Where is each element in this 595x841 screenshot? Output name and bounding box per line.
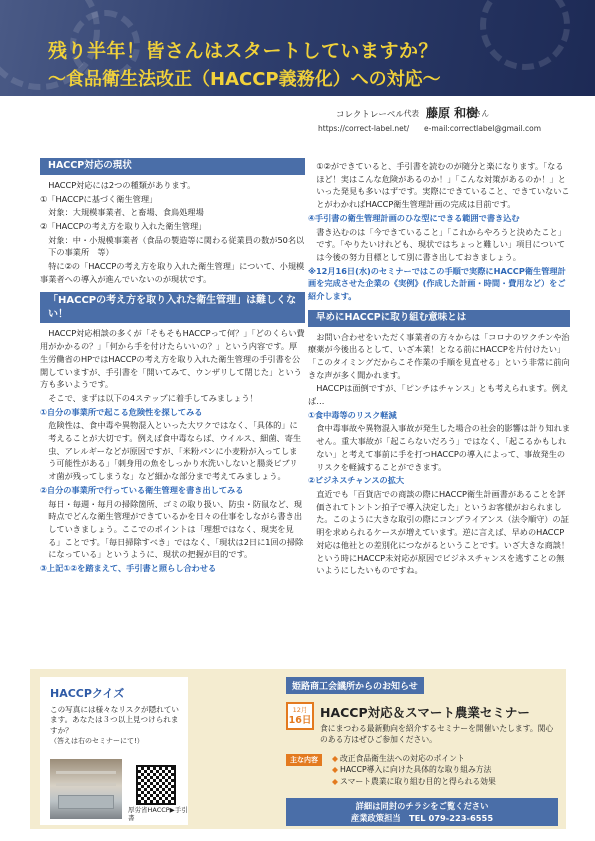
seminar-title: HACCP対応＆スマート農業セミナー — [320, 705, 530, 720]
contact-phone[interactable]: 産業政策担当 TEL 079-223-6555 — [350, 813, 494, 823]
date-month: 12月 — [292, 706, 308, 714]
quiz-title: HACCPクイズ — [50, 687, 125, 700]
seminar-description: 食にまつわる最新動向を紹介するセミナーを開催いたします。関心のある方はぜひご参加ください。 — [320, 724, 554, 744]
paragraph: ①②ができていると、手引書を読むのが随分と楽になります。「なるほど！実はこんな危険があるのか！」「こんな対策があるのか！」といった発見も多いはずです。実際にできていること、できていないことがわかればHACCP衛生管理計画の完成は目前です。 — [316, 161, 570, 210]
section-heading-status: HACCP対応の現状 — [40, 158, 305, 175]
paragraph: HACCPは面倒ですが、「ピンチはチャンス」とも考えられます。例えば… — [308, 383, 569, 407]
step-heading: ④手引書の衛生管理計画のひな型にできる範囲で書き込む — [308, 212, 520, 223]
paragraph: ①「HACCPに基づく衛生管理」 — [40, 193, 158, 204]
paragraph: 書き込むのは「今できていること」「これからやろうと決めたこと」です。「やりたいけれども、現状ではちょっと難しい」項目については今後の努力目標として別に書き出しておきましょう。 — [316, 226, 566, 262]
paragraph: 対象：中・小規模事業者（食品の製造等に関わる従業員の数が50名以下の事業所 等） — [48, 234, 305, 258]
step-heading: ③上記①②を踏まえて、手引書と照らし合わせる — [40, 563, 217, 574]
right-column — [308, 160, 570, 578]
step-heading: ②自分の事業所で行っている衛生管理を書き出してみる — [40, 484, 244, 495]
seminar-notice — [286, 674, 562, 823]
section-heading-early-adoption: 早めにHACCPに取り組む意味とは — [308, 310, 570, 327]
step-heading: ①食中毒等のリスク軽減 — [308, 409, 397, 420]
quiz-box — [40, 677, 188, 825]
content-tag: 主な内容 — [286, 754, 322, 766]
step-heading: ①自分の事業所で起こる危険性を探してみる — [40, 406, 203, 417]
bottom-panel — [30, 669, 566, 829]
quiz-text — [50, 705, 180, 746]
paragraph: 直近でも「百貨店での商談の際にHACCP衛生計画書があることを評価されてトントン拍子で導入決定した」というお客様がおられました。このように大きな取引の際にコンプライアンス（法令順守）の証明を求められるケースが増えています。逆に言えば、早めのHACCP対応は他社との差別化につながるということです。いざ大きな商談！という時にHACCP未対応が原因でビジネスチャンスを逃すことの無いようにしたいものですね。 — [316, 488, 570, 576]
author-org: コレクトレーベル — [336, 110, 404, 120]
author-honorific: さん — [474, 109, 489, 118]
author-byline — [0, 98, 595, 140]
date-day: 16日 — [288, 715, 312, 726]
notice-header: 姫路商工会議所からのお知らせ — [286, 677, 424, 694]
paragraph: 対象：大規模事業者、と畜場、食鳥処理場 — [48, 207, 204, 218]
author-url-link[interactable]: https://correct-label.net/ — [318, 124, 410, 133]
author-name: 藤原 和樹 — [426, 106, 479, 120]
qr-label: 厚労省HACCP▶手引書 — [128, 806, 188, 822]
list-item: ◆ スマート農業に取り組む目的と得られる効果 — [332, 776, 562, 787]
paragraph: 食中毒事故や異物混入事故が発生した場合の社会的影響は計り知れません。重大事故が「起こらないだろう」ではなく、「起こるかもしれない」と考えて事前に手を打つHACCPの導入によって、事故発生のリスクを軽減することができます。 — [316, 423, 571, 472]
quiz-answer-note: （答えは右のセミナーにて!） — [50, 736, 144, 745]
paragraph: お問い合わせをいただく事業者の方々からは「コロナのワクチンや治療薬が今後出るとして、いざ本業！となる前にHACCPを片付けたい」「このタイミングだからこそ作業の手順を見直せる」という非常に前向きな声が多く聞かれます。 — [308, 331, 570, 380]
seminar-note: ※12月16日(水)のセミナーではこの手順で実際にHACCP衛生管理計画を完成させた企業の《実例》(作成した計画・時間・費用など）をご紹介します。 — [308, 265, 566, 302]
content-list — [332, 753, 562, 787]
date-badge — [286, 702, 314, 730]
contact-info-bar — [286, 798, 558, 826]
list-item: ◆ 改正食品衛生法への対応のポイント — [332, 753, 562, 764]
left-column — [40, 158, 305, 576]
paragraph: ②「HACCPの考え方を取り入れた衛生管理」 — [40, 220, 207, 231]
page-subtitle: 〜食品衛生法改正（HACCP義務化）への対応〜 — [48, 69, 441, 90]
step-heading: ②ビジネスチャンスの拡大 — [308, 475, 405, 486]
paragraph: HACCP対応相談の多くが「そもそもHACCPって何？」「どのくらい費用がかかるの？」「何から手を付けたらいいの？」という内容です。厚生労働省のHPではHACCPの考え方を取り入れた衛生管理の手引書を公開していますが、手引書を「開いてみて、ウンザリして閉じた」という方も多いようです。 — [40, 328, 305, 390]
author-email-link[interactable]: e-mail:correctlabel@gmail.com — [424, 124, 542, 133]
paragraph: 特に②の「HACCPの考え方を取り入れた衛生管理」について、小規模事業者への導入が進んでいないのが現状です。 — [40, 261, 305, 284]
page-title: 残り半年！皆さんはスタートしていますか？ — [48, 40, 439, 62]
paragraph: 毎日・毎週・毎月の掃除箇所、ゴミの取り扱い、防虫・防鼠など、現時点でどんな衛生管理ができているかを日々の仕事をしながら書き出していきましょう。ここでのポイントは「理想ではなく、現実を見る」ことです。「毎日掃除すべき」ではなく、「現状は2日に1回の掃除になっている」というように、現状の把握が目的です。 — [48, 498, 304, 560]
header-banner — [0, 0, 595, 96]
qr-code-icon[interactable] — [136, 765, 176, 805]
paragraph: 危険性は、食中毒や異物混入といった大ワクではなく、「具体的」に考えることが大切です。例えば食中毒ならば、ウイルス、細菌、寄生虫、アレルギーなどが原因ですが、「米粉パンに小麦粉が入ってしまう可能性がある」「刺身用の魚をしっかり水洗いしないと腸炎ビブリオ菌が残ってしまうな」など細かな部分まで考えてみましょう。 — [48, 420, 302, 482]
author-role: 代表 — [404, 109, 419, 118]
info-line: 詳細は同封のチラシをご覧ください — [355, 801, 489, 811]
paragraph: そこで、まずは以下の4ステップに着手してみましょう！ — [48, 392, 258, 403]
section-heading-not-difficult: 「HACCPの考え方を取り入れた衛生管理」は難しくない！ — [40, 292, 305, 323]
quiz-question: この写真には様々なリスクが隠れています。あなたは３つ以上見つけられますか？ — [50, 705, 179, 735]
list-item: ◆ HACCP導入に向けた具体的な取り組み方法 — [332, 764, 562, 775]
kitchen-photo — [50, 759, 122, 819]
paragraph: HACCP対応には2つの種類があります。 — [48, 179, 196, 190]
